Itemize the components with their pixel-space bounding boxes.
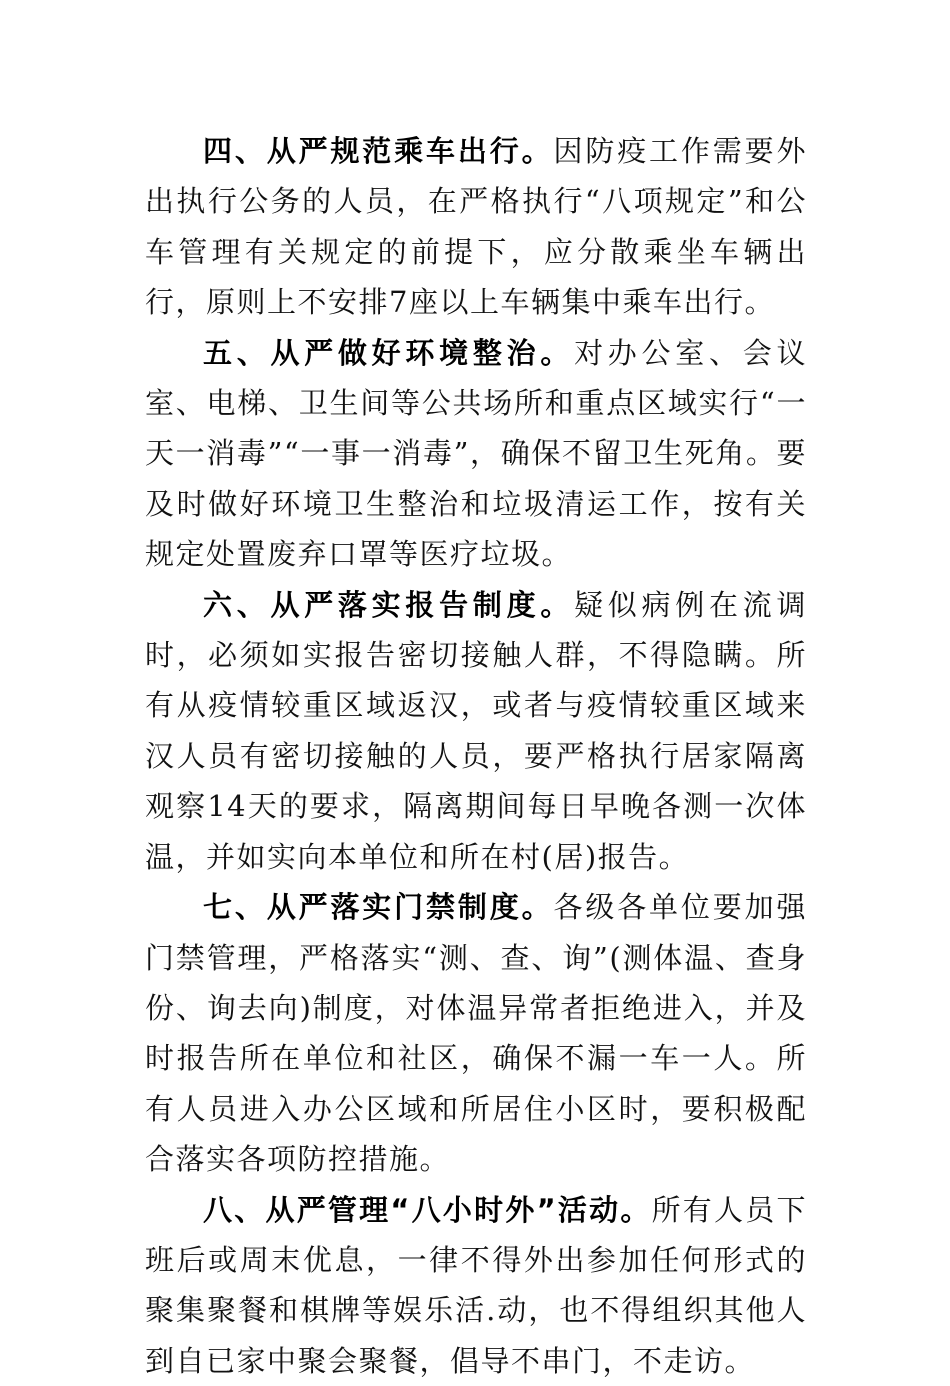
section-7-text: 各级各单位要加强门禁管理，严格落实“测、查、询”(测体温、查身份、询去向)制度，对体温异常者拒绝进入，并及时报告所在单位和社区，确保不漏一车一人。所有人员进入办公区域和所居住小区时，要积极配合落实各项防控措施。 bbox=[145, 890, 807, 1177]
section-8-paragraph bbox=[145, 1185, 807, 1386]
section-4-text: 因防疫工作需要外出执行公务的人员，在严格执行“八项规定”和公车管理有关规定的前提下，应分散乘坐车辆出行，原则上不安排7座以上车辆集中乘车出行。 bbox=[145, 134, 807, 320]
document-body bbox=[145, 126, 807, 1386]
section-8-text: 所有人员下班后或周末优息，一律不得外出参加任何形式的聚集聚餐和棋牌等娱乐活.动，也不得组织其他人到自已家中聚会聚餐，倡导不串门，不走访。 bbox=[145, 1192, 807, 1378]
section-6-paragraph bbox=[145, 580, 807, 882]
section-8-heading: 八、从严管理“八小时外”活动。 bbox=[203, 1192, 652, 1227]
section-5-paragraph bbox=[145, 328, 807, 580]
section-5-heading: 五、从严做好环境整治。 bbox=[203, 335, 575, 370]
section-5-text: 对办公室、会议室、电梯、卫生间等公共场所和重点区域实行“一天一消毒”“一事一消毒”，确保不留卫生死角。要及时做好环境卫生整治和垃圾清运工作，按有关规定处置废弃口罩等医疗垃圾。 bbox=[145, 335, 807, 572]
section-7-heading: 七、从严落实门禁制度。 bbox=[203, 890, 554, 925]
section-6-heading: 六、从严落实报告制度。 bbox=[203, 587, 575, 622]
section-6-text: 疑似病例在流调时，必须如实报告密切接触人群，不得隐瞒。所有从疫情较重区域返汉，或者与疫情较重区域来汉人员有密切接触的人员，要严格执行居家隔离观察14天的要求，隔离期间每日早晚各测一次体温，并如实向本单位和所在村(居)报告。 bbox=[145, 587, 807, 874]
section-4-heading: 四、从严规范乘车出行。 bbox=[203, 134, 554, 168]
section-4-paragraph bbox=[145, 126, 807, 328]
section-7-paragraph bbox=[145, 882, 807, 1184]
